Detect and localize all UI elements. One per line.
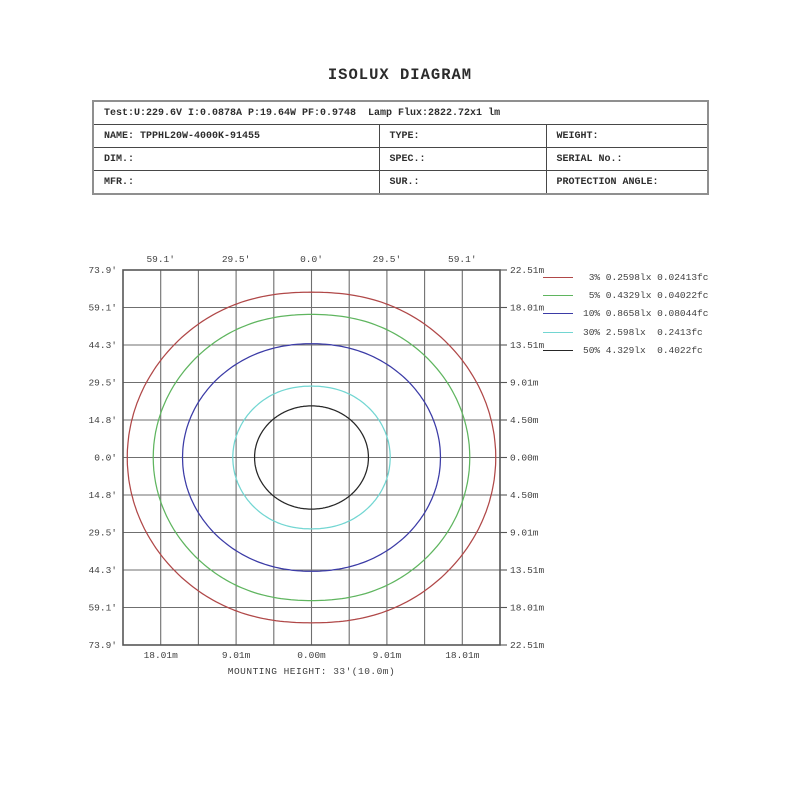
- table-cell-mfr: MFR.:: [93, 171, 379, 195]
- table-cell-protection-angle: PROTECTION ANGLE:: [546, 171, 708, 195]
- table-cell-dim: DIM.:: [93, 148, 379, 171]
- axis-tick-label-top: 0.0': [300, 254, 323, 265]
- legend-entry-label: 5% 0.4329lx 0.04022fc: [583, 290, 709, 302]
- legend-color-line: [543, 313, 573, 314]
- axis-tick-label-left: 59.1': [88, 302, 117, 314]
- legend-entry-label: 50% 4.329lx 0.4022fc: [583, 345, 703, 357]
- axis-tick-label-bottom: 18.01m: [143, 650, 178, 661]
- axis-tick-label-right: 22.51m: [510, 640, 545, 652]
- axis-tick-label-bottom: 0.00m: [297, 650, 326, 661]
- axis-tick-label-top: 59.1': [146, 254, 175, 265]
- axis-tick-label-left: 29.5': [88, 527, 117, 539]
- page-title: ISOLUX DIAGRAM: [327, 66, 473, 84]
- axis-tick-label-left: 73.9': [88, 265, 117, 277]
- axis-tick-label-left: 59.1': [88, 602, 117, 614]
- axis-tick-label-right: 13.51m: [510, 340, 545, 352]
- legend-color-line: [543, 350, 573, 351]
- axis-tick-label-bottom: 9.01m: [372, 650, 402, 661]
- legend-entry: [543, 342, 708, 360]
- axis-tick-label-left: 73.9': [88, 640, 117, 652]
- axis-tick-label-right: 0.00m: [510, 452, 539, 464]
- axis-tick-label-top: 29.5': [372, 254, 402, 265]
- legend-entry: [543, 286, 708, 304]
- axis-tick-label-right: 9.01m: [510, 377, 539, 389]
- table-cell-spec: SPEC.:: [379, 148, 546, 171]
- legend-color-line: [543, 277, 573, 278]
- axis-tick-label-left: 14.8': [88, 490, 117, 502]
- legend-entry: [543, 305, 708, 323]
- mounting-height-label: MOUNTING HEIGHT: 33'(10.0m): [227, 666, 396, 677]
- axis-tick-label-bottom: 9.01m: [221, 650, 251, 661]
- axis-tick-label-left: 14.8': [88, 415, 117, 427]
- axis-tick-label-right: 18.01m: [510, 602, 545, 614]
- legend-color-line: [543, 332, 573, 333]
- table-cell-sur: SUR.:: [379, 171, 546, 195]
- axis-tick-label-right: 4.50m: [510, 415, 539, 427]
- axis-tick-label-left: 44.3': [88, 565, 117, 577]
- table-cell-serial-no: SERIAL No.:: [546, 148, 708, 171]
- chart-legend: [543, 268, 708, 360]
- axis-tick-label-top: 59.1': [448, 254, 477, 265]
- axis-tick-label-right: 9.01m: [510, 527, 539, 539]
- axis-tick-label-right: 18.01m: [510, 302, 545, 314]
- legend-entry-label: 30% 2.598lx 0.2413fc: [583, 326, 703, 338]
- table-cell-weight: WEIGHT:: [546, 125, 708, 148]
- axis-tick-label-top: 29.5': [221, 254, 251, 265]
- legend-entry-label: 3% 0.2598lx 0.02413fc: [583, 271, 709, 283]
- axis-tick-label-left: 0.0': [94, 452, 117, 464]
- table-cell-type: TYPE:: [379, 125, 546, 148]
- axis-tick-label-left: 29.5': [88, 377, 117, 389]
- table-cell-name: NAME: TPPHL20W-4000K-91455: [93, 125, 379, 148]
- axis-tick-label-bottom: 18.01m: [445, 650, 480, 661]
- axis-tick-label-left: 44.3': [88, 340, 117, 352]
- table-cell-test-summary: Test:U:229.6V I:0.0878A P:19.64W PF:0.9748 Lamp Flux:2822.72x1 lm: [93, 101, 708, 125]
- legend-entry: [543, 268, 708, 286]
- legend-entry: [543, 323, 708, 341]
- axis-tick-label-right: 4.50m: [510, 490, 539, 502]
- legend-entry-label: 10% 0.8658lx 0.08044fc: [583, 308, 709, 320]
- axis-tick-label-right: 22.51m: [510, 265, 545, 277]
- axis-tick-label-right: 13.51m: [510, 565, 545, 577]
- legend-color-line: [543, 295, 573, 296]
